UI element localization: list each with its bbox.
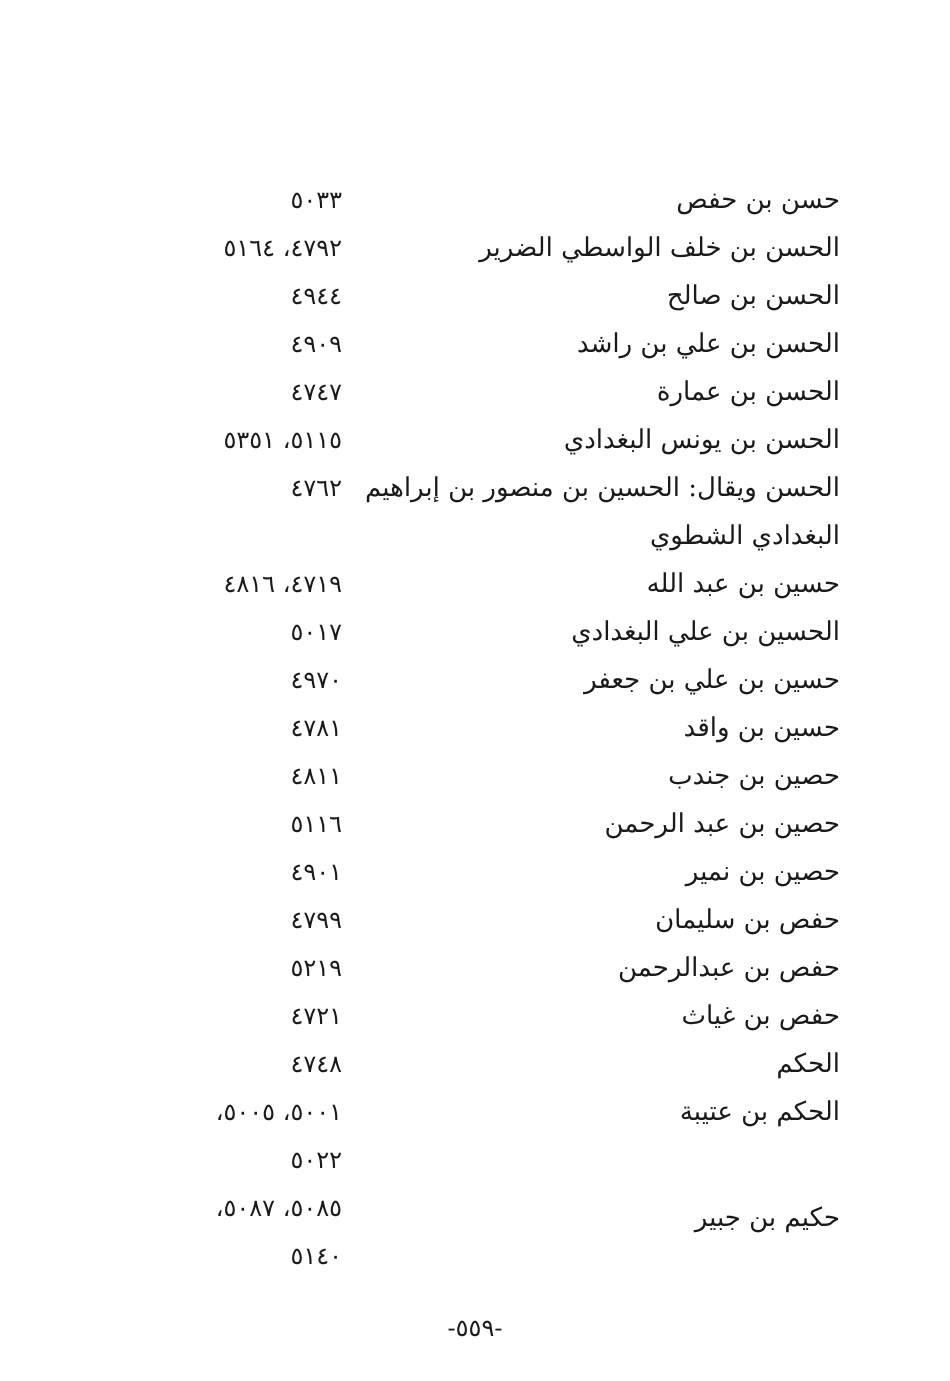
entry-name: حصين بن عبد الرحمن	[604, 809, 840, 839]
entry-references: ٤٧٤٧	[290, 378, 342, 406]
index-entry	[0, 1188, 950, 1236]
entry-references: ٥١١٥، ٥٣٥١	[223, 426, 342, 454]
entry-name: حسن بن حفص	[676, 185, 840, 215]
entry-name: البغدادي الشطوي	[649, 521, 840, 551]
index-entry	[0, 900, 950, 948]
index-entry	[0, 324, 950, 372]
entry-references: ٤٩٠١	[290, 858, 342, 886]
index-entry	[0, 804, 950, 852]
entry-name: الحسن بن خلف الواسطي الضرير	[479, 233, 840, 263]
index-entry	[0, 420, 950, 468]
entry-name: حصين بن جندب	[668, 761, 840, 791]
index-entry	[0, 660, 950, 708]
index-entry	[0, 180, 950, 228]
entry-name: حصين بن نمير	[685, 857, 840, 887]
entry-name: حفص بن غياث	[681, 1001, 840, 1031]
entry-references: ٤٧٦٢	[290, 474, 342, 502]
index-entry	[0, 516, 950, 564]
entry-references: ٥١١٦	[290, 810, 342, 838]
entry-references: ٥٠٣٣	[290, 186, 342, 214]
entry-name: حكيم بن جبير	[694, 1203, 840, 1233]
page-number: -٥٥٩-	[447, 1314, 503, 1342]
entry-references: ٥٠٨٥، ٥٠٨٧،	[215, 1194, 342, 1222]
entry-name: حفص بن عبدالرحمن	[617, 953, 840, 983]
index-entry	[0, 1044, 950, 1092]
index-entry	[0, 564, 950, 612]
entry-references: ٥٢١٩	[290, 954, 342, 982]
index-entry	[0, 996, 950, 1044]
entry-references: ٤٧٩٢، ٥١٦٤	[223, 234, 342, 262]
entry-name: حسين بن علي بن جعفر	[584, 665, 840, 695]
entry-name: الحسن بن صالح	[666, 281, 840, 311]
index-entry	[0, 1140, 950, 1188]
index-entry	[0, 948, 950, 996]
index-entry	[0, 228, 950, 276]
entry-references: ٤٩٤٤	[290, 282, 342, 310]
index-entry	[0, 372, 950, 420]
entry-references: ٤٧١٩، ٤٨١٦	[223, 570, 342, 598]
entry-references: ٥١٤٠	[290, 1242, 342, 1270]
index-entry	[0, 1236, 950, 1284]
index-entry	[0, 612, 950, 660]
index-entry	[0, 756, 950, 804]
entry-name: الحكم	[776, 1049, 840, 1079]
entry-name: حسين بن عبد الله	[646, 569, 840, 599]
entry-name: الحسن ويقال: الحسين بن منصور بن إبراهيم	[364, 473, 840, 503]
entry-references: ٤٨١١	[290, 762, 342, 790]
entry-references: ٤٩٠٩	[290, 330, 342, 358]
entry-name: الحسن بن علي بن راشد	[576, 329, 840, 359]
index-entry	[0, 1092, 950, 1140]
index-entry	[0, 708, 950, 756]
entry-references: ٤٩٧٠	[290, 666, 342, 694]
index-entry	[0, 276, 950, 324]
entry-references: ٥٠١٧	[290, 618, 342, 646]
entry-references: ٤٧٤٨	[290, 1050, 342, 1078]
entry-references: ٥٠٢٢	[290, 1146, 342, 1174]
index-entry	[0, 852, 950, 900]
entry-name: الحسين بن علي البغدادي	[571, 617, 840, 647]
entry-references: ٤٧٩٩	[290, 906, 342, 934]
entry-references: ٥٠٠١، ٥٠٠٥،	[215, 1098, 342, 1126]
entry-name: الحكم بن عتيبة	[679, 1097, 840, 1127]
entry-references: ٤٧٢١	[290, 1002, 342, 1030]
entry-name: حفص بن سليمان	[655, 905, 840, 935]
entry-references: ٤٧٨١	[290, 714, 342, 742]
entry-name: حسين بن واقد	[683, 713, 840, 743]
index-entry	[0, 468, 950, 516]
entry-name: الحسن بن يونس البغدادي	[563, 425, 840, 455]
entry-name: الحسن بن عمارة	[656, 377, 840, 407]
